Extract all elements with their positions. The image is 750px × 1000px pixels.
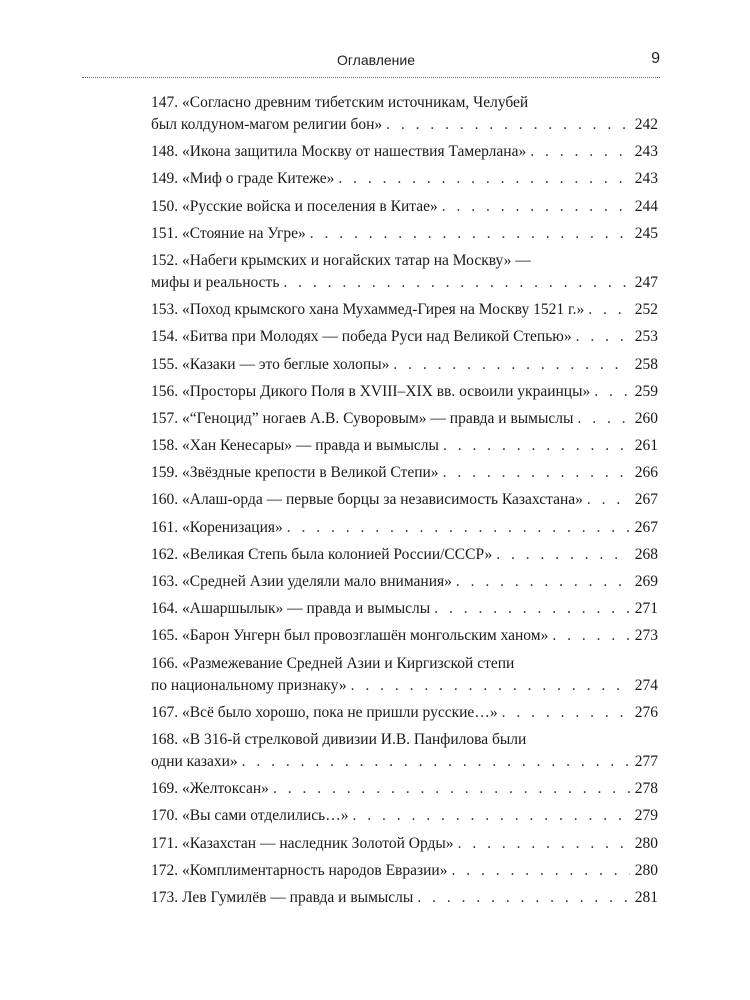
toc-entry <box>151 625 658 647</box>
toc-entry-last-line <box>151 223 658 245</box>
dot-leader <box>587 489 630 511</box>
toc-entry-number: 156. <box>151 382 179 400</box>
dot-leader <box>456 571 630 593</box>
toc-entry-text: «Великая Степь была колонией России/СССР» <box>182 545 493 563</box>
toc-entry-line <box>151 653 658 675</box>
toc-entry-last-line <box>151 489 658 511</box>
toc-entry-text: по национальному признаку» <box>151 676 347 694</box>
toc-entry-number: 171. <box>151 834 179 852</box>
toc-entry-text: «Поход крымского хана Мухаммед-Гирея на Москву 1521 г.» <box>182 301 585 319</box>
toc-entry-page: 276 <box>634 703 658 721</box>
toc-entry-page: 259 <box>634 382 658 400</box>
toc-entry-number: 158. <box>151 437 179 455</box>
toc-entry-number: 166. <box>151 654 179 672</box>
dot-leader <box>393 354 630 376</box>
toc-entry-last-line <box>151 625 658 647</box>
toc-entry-last-line <box>151 778 658 800</box>
toc-entry <box>151 141 658 163</box>
toc-entry-text: «Стояние на Угре» <box>182 224 306 242</box>
toc-entry-page: 243 <box>634 143 658 161</box>
toc-entry-page: 280 <box>634 861 658 879</box>
toc-entry-page: 252 <box>634 301 658 319</box>
toc-entry <box>151 887 658 909</box>
dot-leader <box>310 223 630 245</box>
toc-entry-text: «Битва при Молодях — победа Руси над Великой Степью» <box>182 328 572 346</box>
toc-entry-text: мифы и реальность <box>151 273 280 291</box>
toc-entry-page: 278 <box>634 780 658 798</box>
toc-entry-number: 150. <box>151 197 179 215</box>
dot-leader <box>386 114 630 136</box>
toc-entry-page: 245 <box>634 224 658 242</box>
toc-entry-number: 147. <box>151 94 179 111</box>
toc-entry-page: 281 <box>634 888 658 906</box>
toc-entry-text: «В 316-й стрелковой дивизии И.В. Панфилова были <box>182 730 527 748</box>
dot-leader <box>594 381 630 403</box>
dot-leader <box>352 805 630 827</box>
toc-entry-page: 243 <box>634 170 658 188</box>
toc-entry <box>151 435 658 457</box>
toc-entry-number: 168. <box>151 730 179 748</box>
toc-entry <box>151 462 658 484</box>
toc-entry <box>151 729 658 773</box>
dot-leader <box>576 326 630 348</box>
toc-entry-text: «Икона защитила Москву от нашествия Тамерлана» <box>182 143 527 161</box>
toc-entry-number: 159. <box>151 464 179 482</box>
toc-entry-text: «Казахстан — наследник Золотой Орды» <box>182 834 454 852</box>
toc-entry-text: «Желтоксан» <box>182 780 269 798</box>
toc-entry-number: 151. <box>151 224 179 242</box>
toc-entry <box>151 860 658 882</box>
toc-entry-last-line <box>151 141 658 163</box>
dot-leader <box>338 168 630 190</box>
toc-entry-page: 253 <box>634 328 658 346</box>
toc-entry-page: 280 <box>634 834 658 852</box>
dot-leader <box>496 544 630 566</box>
toc-entry-number: 157. <box>151 409 179 427</box>
toc-entry <box>151 778 658 800</box>
toc-entry-text: «Комплиментарность народов Евразии» <box>182 861 448 879</box>
dot-leader <box>502 702 630 724</box>
running-header <box>92 48 660 78</box>
toc-entry-page: 273 <box>634 627 658 645</box>
toc-entry <box>151 571 658 593</box>
toc-entry-number: 155. <box>151 355 179 373</box>
toc-entry-page: 266 <box>634 464 658 482</box>
toc-entry-number: 160. <box>151 491 179 509</box>
toc-entry-text: «Средней Азии уделяли мало внимания» <box>182 573 452 590</box>
toc-entry-text: «Алаш-орда — первые борцы за независимость Казахстана» <box>182 491 583 509</box>
toc-entry-number: 152. <box>151 251 179 269</box>
toc-entry-text: «Просторы Дикого Поля в XVIII–XIX вв. освоили украинцы» <box>182 382 591 400</box>
toc-entry-last-line <box>151 299 658 321</box>
toc-entry <box>151 250 658 294</box>
toc-entry-last-line <box>151 196 658 218</box>
toc-entry-text: «Хан Кенесары» — правда и вымыслы <box>182 437 439 455</box>
toc-entry-text: «Ашаршылык» — правда и вымыслы <box>182 600 431 618</box>
toc-entry <box>151 381 658 403</box>
toc-entry-page: 271 <box>634 600 658 618</box>
toc-entry-number: 173. <box>151 888 179 906</box>
toc-entry-page: 242 <box>634 116 658 133</box>
toc-entry-text: был колдуном-магом религии бон» <box>151 116 383 133</box>
toc-entry <box>151 408 658 430</box>
toc-entry-text: «Звёздные крепости в Великой Степи» <box>182 464 439 482</box>
toc-entry <box>151 544 658 566</box>
toc-entry-number: 169. <box>151 780 179 798</box>
toc-entry-last-line <box>151 598 658 620</box>
toc-entry <box>151 299 658 321</box>
toc-entry <box>151 489 658 511</box>
toc-entry-last-line <box>151 408 658 430</box>
toc-entry-last-line <box>151 751 658 773</box>
toc-entry <box>151 598 658 620</box>
toc-entry <box>151 833 658 855</box>
toc-entry-number: 149. <box>151 170 179 188</box>
toc-entry-text: «Коренизация» <box>182 518 283 536</box>
header-dotted-rule <box>82 77 660 78</box>
toc-entry-text: «Миф о граде Китеже» <box>182 170 335 188</box>
toc-entry-text: «Всё было хорошо, пока не пришли русские…» <box>182 703 498 721</box>
toc-entry-page: 244 <box>634 197 658 215</box>
toc-entry-page: 269 <box>634 573 658 590</box>
toc-entry-line <box>151 729 658 751</box>
dot-leader <box>530 141 630 163</box>
toc-entry <box>151 223 658 245</box>
toc-entry-page: 279 <box>634 807 658 825</box>
toc-entry-page: 277 <box>634 752 658 770</box>
toc-entry-page: 267 <box>634 491 658 509</box>
toc-entry-last-line <box>151 435 658 457</box>
toc-entry-number: 154. <box>151 328 179 346</box>
dot-leader <box>273 778 630 800</box>
toc-entry-last-line <box>151 462 658 484</box>
dot-leader <box>588 299 630 321</box>
toc-entry <box>151 168 658 190</box>
dot-leader <box>458 833 630 855</box>
toc-entry-number: 164. <box>151 600 179 618</box>
toc-entry-last-line <box>151 381 658 403</box>
dot-leader <box>552 625 630 647</box>
dot-leader <box>417 887 630 909</box>
toc-entry <box>151 92 658 136</box>
dot-leader <box>451 860 630 882</box>
toc-entry-text: «Казаки — это беглые холопы» <box>182 355 390 373</box>
toc-entry-text: одни казахи» <box>151 752 238 770</box>
dot-leader <box>351 675 630 697</box>
toc-entry-page: 268 <box>634 545 658 563</box>
toc-entry-number: 170. <box>151 807 179 825</box>
toc-entry-number: 172. <box>151 861 179 879</box>
dot-leader <box>443 435 630 457</box>
toc-entry-last-line <box>151 517 658 539</box>
toc-entry-last-line <box>151 887 658 909</box>
dot-leader <box>287 517 630 539</box>
toc-entry-page: 260 <box>634 409 658 427</box>
toc-entry-number: 161. <box>151 518 179 536</box>
toc-entry <box>151 653 658 697</box>
toc-entry-page: 267 <box>634 518 658 536</box>
toc-entry-last-line <box>151 354 658 376</box>
toc-entry-line <box>151 250 658 272</box>
toc-entry-text: «Вы сами отделились…» <box>182 807 349 825</box>
toc-entry <box>151 702 658 724</box>
toc-entry <box>151 805 658 827</box>
header-title: Оглавление <box>336 52 416 68</box>
toc-entry-last-line <box>151 168 658 190</box>
toc-entry-text: «“Геноцид” ногаев А.В. Суворовым» — правда и вымыслы <box>182 409 574 427</box>
dot-leader <box>283 272 630 294</box>
toc-entry-number: 163. <box>151 573 179 590</box>
toc-entry-text: «Набеги крымских и ногайских татар на Москву» — <box>182 251 531 269</box>
table-of-contents <box>151 92 658 914</box>
toc-entry-last-line <box>151 272 658 294</box>
toc-entry <box>151 196 658 218</box>
toc-entry-page: 247 <box>634 273 658 291</box>
toc-entry-line <box>151 92 658 114</box>
toc-entry <box>151 517 658 539</box>
toc-entry-text: «Барон Унгерн был провозглашён монгольским ханом» <box>182 627 549 645</box>
toc-entry-last-line <box>151 114 658 136</box>
toc-entry-text: «Согласно древним тибетским источникам, Челубей <box>182 94 529 111</box>
toc-entry-number: 167. <box>151 703 179 721</box>
toc-entry-last-line <box>151 860 658 882</box>
toc-entry-last-line <box>151 805 658 827</box>
toc-entry-number: 165. <box>151 627 179 645</box>
dot-leader <box>434 598 630 620</box>
toc-entry-last-line <box>151 833 658 855</box>
toc-entry-text: «Размежевание Средней Азии и Киргизской степи <box>182 654 515 672</box>
toc-entry <box>151 354 658 376</box>
dot-leader <box>443 462 630 484</box>
toc-entry-number: 153. <box>151 301 179 319</box>
toc-entry-last-line <box>151 702 658 724</box>
toc-entry-last-line <box>151 571 658 593</box>
dot-leader <box>442 196 630 218</box>
toc-entry-text: Лев Гумилёв — правда и вымыслы <box>182 888 414 906</box>
toc-entry-page: 258 <box>634 355 658 373</box>
toc-entry-text: «Русские войска и поселения в Китае» <box>182 197 438 215</box>
dot-leader <box>577 408 630 430</box>
dot-leader <box>242 751 630 773</box>
toc-entry-page: 261 <box>634 437 658 455</box>
toc-entry-number: 162. <box>151 545 179 563</box>
toc-entry-last-line <box>151 544 658 566</box>
toc-entry-last-line <box>151 326 658 348</box>
toc-entry-page: 274 <box>634 676 658 694</box>
page-number: 9 <box>651 50 660 67</box>
toc-entry-last-line <box>151 675 658 697</box>
toc-entry-number: 148. <box>151 143 179 161</box>
toc-entry <box>151 326 658 348</box>
